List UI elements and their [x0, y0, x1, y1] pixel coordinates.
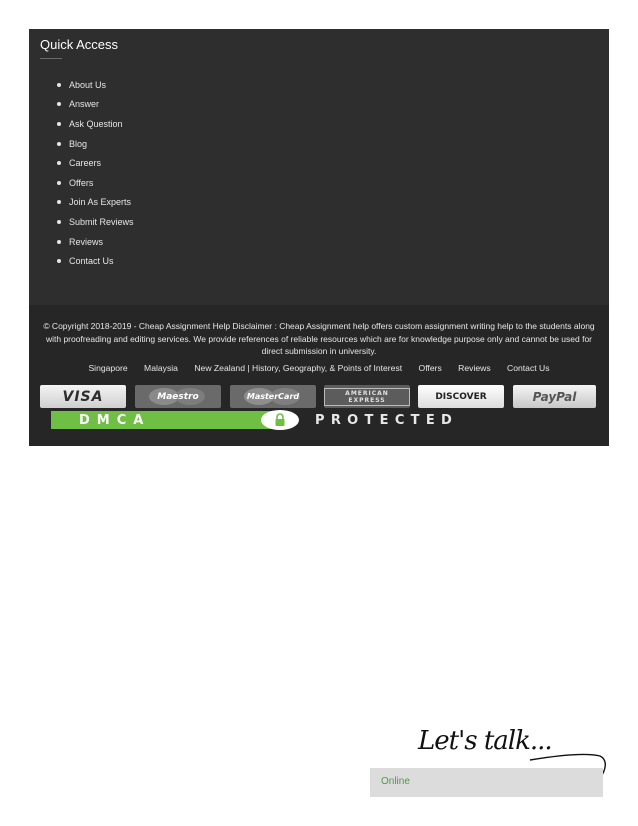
dmca-green-segment [51, 411, 287, 429]
discover-card-icon [418, 385, 504, 408]
quick-access-list [57, 75, 134, 271]
bullet-icon [57, 240, 61, 244]
footer-link-ask-question[interactable] [57, 114, 134, 134]
bullet-icon [57, 142, 61, 146]
american-express-icon [324, 385, 410, 408]
paypal-card-label: PayPal [532, 389, 577, 404]
bottom-link-reviews[interactable]: Reviews [458, 363, 491, 373]
footer-link-blog[interactable] [57, 134, 134, 154]
lets-talk-text: Let's talk... [418, 726, 552, 756]
bottom-link-singapore[interactable]: Singapore [88, 363, 128, 373]
bullet-icon [57, 83, 61, 87]
dmca-label: DMCA [79, 412, 151, 428]
mastercard-label: MasterCard [246, 392, 300, 401]
footer-link-about-us[interactable] [57, 75, 134, 95]
footer-link-label[interactable]: Careers [69, 158, 102, 169]
bullet-icon [57, 181, 61, 185]
footer-link-reviews[interactable] [57, 232, 134, 252]
amex-card-label: AMERICAN EXPRESS [324, 388, 410, 406]
mastercard-icon [230, 385, 316, 408]
footer-link-join-as-experts[interactable] [57, 193, 134, 213]
footer-link-answer[interactable] [57, 95, 134, 115]
bullet-icon [57, 220, 61, 224]
quick-access-title: Quick Access [40, 37, 119, 52]
title-underline [40, 58, 62, 59]
footer-bottom-bar [29, 305, 609, 446]
footer-link-label[interactable]: Answer [69, 99, 100, 110]
bottom-links [29, 363, 609, 373]
payment-methods [40, 385, 596, 409]
footer-link-label[interactable]: Offers [69, 177, 94, 188]
dmca-protected-badge[interactable] [51, 411, 568, 429]
bottom-link-malaysia[interactable]: Malaysia [144, 363, 178, 373]
footer-link-label[interactable]: Contact Us [69, 256, 114, 267]
chat-status-label: Online [381, 776, 410, 787]
padlock-icon [261, 410, 299, 430]
copyright-disclaimer: © Copyright 2018-2019 - Cheap Assignment Help Disclaimer : Cheap Assignment help offers custom assignment writing help to the students along with proofreading and editing services. We provide references of reliable resources which are for knowledge purpose only and cannot be used for direct submission in university. [43, 321, 595, 357]
bullet-icon [57, 122, 61, 126]
bullet-icon [57, 161, 61, 165]
footer-link-label[interactable]: Submit Reviews [69, 216, 134, 227]
discover-card-label: DISCOVER [435, 391, 487, 402]
bullet-icon [57, 102, 61, 106]
footer-link-offers[interactable] [57, 173, 134, 193]
visa-card-label: VISA [62, 388, 104, 405]
footer-link-submit-reviews[interactable] [57, 212, 134, 232]
maestro-card-icon [135, 385, 221, 408]
footer-link-label[interactable]: Join As Experts [69, 197, 132, 208]
footer-link-careers[interactable] [57, 153, 134, 173]
maestro-card-label: Maestro [157, 391, 199, 402]
paypal-card-icon [513, 385, 596, 408]
bottom-link-new-zealand[interactable]: New Zealand | History, Geography, & Points of Interest [194, 363, 403, 373]
footer-link-label[interactable]: Ask Question [69, 118, 123, 129]
footer-link-label[interactable]: Blog [69, 138, 88, 149]
site-footer [29, 29, 609, 446]
footer-link-label[interactable]: Reviews [69, 236, 104, 247]
chat-widget-bar[interactable] [370, 768, 603, 797]
visa-card-icon [40, 385, 126, 408]
protected-label: PROTECTED [315, 412, 459, 428]
bottom-link-offers[interactable]: Offers [418, 363, 442, 373]
bottom-link-contact-us[interactable]: Contact Us [507, 363, 550, 373]
bullet-icon [57, 200, 61, 204]
bullet-icon [57, 259, 61, 263]
footer-link-contact-us[interactable] [57, 251, 134, 271]
footer-link-label[interactable]: About Us [69, 79, 107, 90]
